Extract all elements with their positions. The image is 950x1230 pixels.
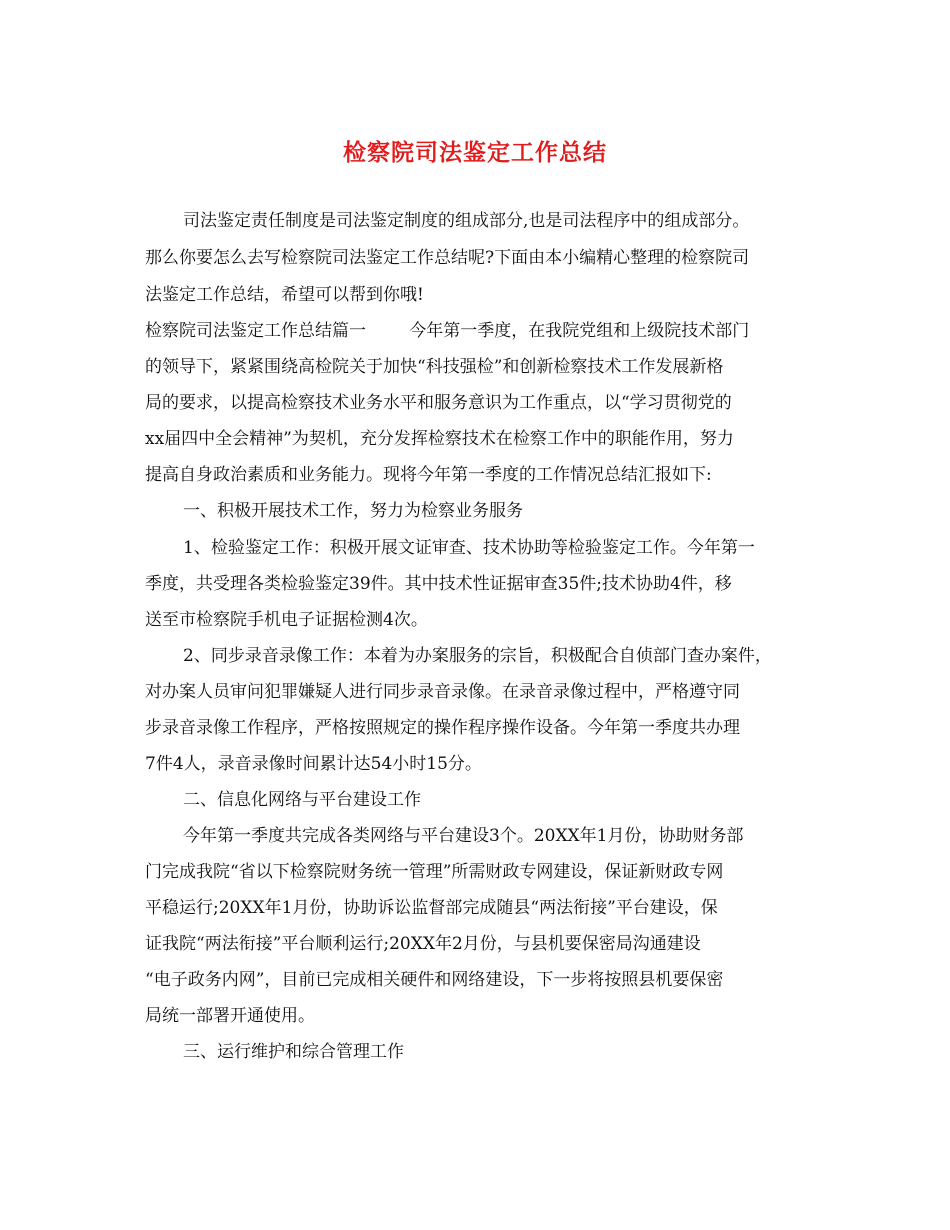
body-line: 季度，共受理各类检验鉴定39件。其中技术性证据审查35件;技术协助4件，移 — [145, 574, 732, 594]
body-line: 提高自身政治素质和业务能力。现将今年第一季度的工作情况总结汇报如下: — [145, 465, 712, 485]
body-line: 局统一部署开通使用。 — [145, 1006, 315, 1026]
body-line: 司法鉴定责任制度是司法鉴定制度的组成部分,也是司法程序中的组成部分。 — [183, 211, 750, 231]
body-line: “电子政务内网”，目前已完成相关硬件和网络建设，下一步将按照县机要保密 — [145, 970, 724, 990]
body-line: 送至市检察院手机电子证据检测4次。 — [145, 610, 428, 630]
body-line: 1、检验鉴定工作：积极开展文证审查、技术协助等检验鉴定工作。今年第一 — [183, 538, 755, 558]
section-heading: 二、信息化网络与平台建设工作 — [183, 790, 421, 810]
section-heading: 一、积极开展技术工作，努力为检察业务服务 — [183, 501, 523, 521]
body-line: 那么你要怎么去写检察院司法鉴定工作总结呢?下面由本小编精心整理的检察院司 — [145, 248, 750, 268]
body-line: 门完成我院“省以下检察院财务统一管理”所需财政专网建设，保证新财政专网 — [145, 862, 724, 882]
body-line: 的领导下，紧紧围绕高检院关于加快“科技强检”和创新检察技术工作发展新格 — [145, 357, 724, 377]
body-line: 检察院司法鉴定工作总结篇一 今年第一季度，在我院党组和上级院技术部门 — [145, 321, 750, 341]
body-line: 平稳运行;20XX年1月份，协助诉讼监督部完成随县“两法衔接”平台建设，保 — [145, 898, 718, 918]
body-line: 对办案人员审问犯罪嫌疑人进行同步录音录像。在录音录像过程中，严格遵守同 — [145, 682, 740, 702]
body-line: 2、同步录音录像工作：本着为办案服务的宗旨，积极配合自侦部门查办案件， — [183, 646, 772, 666]
body-line: 法鉴定工作总结，希望可以帮到你哦! — [145, 285, 424, 305]
body-line: 步录音录像工作程序，严格按照规定的操作程序操作设备。今年第一季度共办理 — [145, 718, 740, 738]
body-line: 证我院“两法衔接”平台顺利运行;20XX年2月份，与县机要保密局沟通建设 — [145, 934, 701, 954]
body-line: 局的要求，以提高检察技术业务水平和服务意识为工作重点，以“学习贯彻党的 — [145, 393, 732, 413]
section-heading: 三、运行维护和综合管理工作 — [183, 1042, 404, 1062]
body-line: xx届四中全会精神”为契机，充分发挥检察技术在检察工作中的职能作用，努力 — [145, 429, 734, 449]
body-line: 7件4人，录音录像时间累计达54小时15分。 — [145, 754, 482, 774]
body-line: 今年第一季度共完成各类网络与平台建设3个。20XX年1月份，协助财务部 — [183, 826, 744, 846]
document-title: 检察院司法鉴定工作总结 — [343, 140, 607, 166]
